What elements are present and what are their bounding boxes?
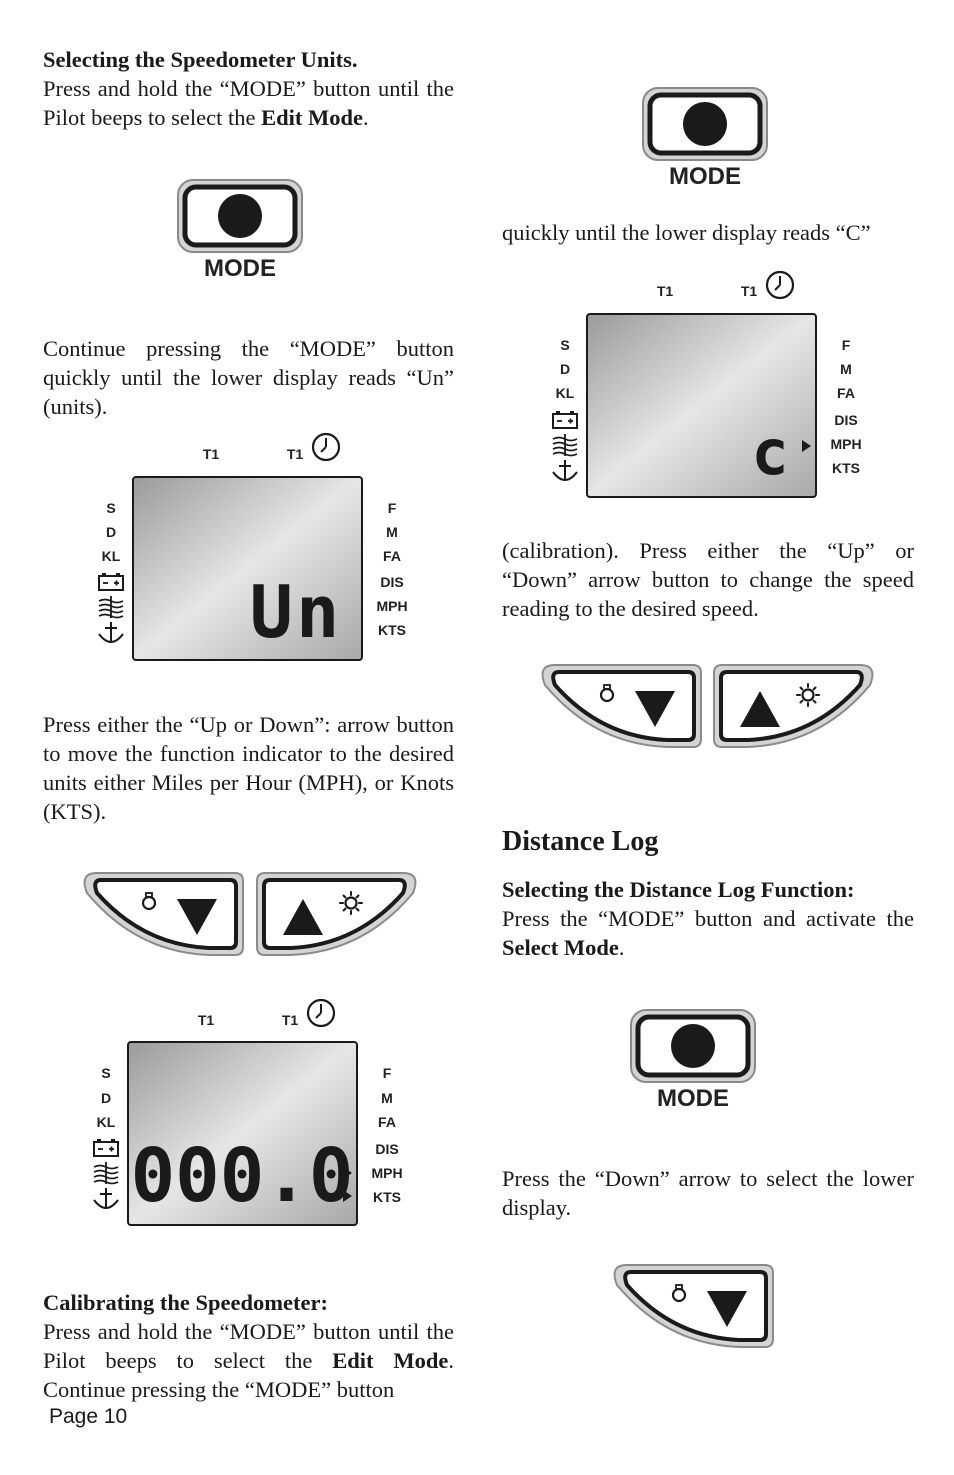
lcd-display-calibration bbox=[553, 272, 862, 497]
paragraph-calibration-hold: Press and hold the “MODE” button until the Pilot beeps to select the Edit Mode. Continue pressing the “MODE” button bbox=[43, 1319, 454, 1402]
lcd2-label-m: M bbox=[381, 1090, 393, 1106]
lcd1-label-d: D bbox=[105, 524, 117, 540]
mode-label-3: MODE bbox=[657, 1085, 729, 1112]
lcd1-readout: Un bbox=[249, 570, 343, 654]
paragraph-activate-select: Press the “MODE” button and activate the Select Mode. bbox=[502, 906, 914, 960]
lcd3-label-fa: FA bbox=[837, 385, 855, 401]
clock-icon bbox=[767, 272, 793, 298]
lcd-display-speed bbox=[94, 1000, 403, 1225]
lcd1-label-s: S bbox=[106, 500, 116, 516]
lcd1-t1-clock: T1 bbox=[286, 446, 304, 462]
lcd1-t1: T1 bbox=[202, 446, 220, 462]
lcd2-readout: 000.0 bbox=[130, 1133, 354, 1219]
battery-icon bbox=[99, 573, 123, 590]
lcd1-label-kl: KL bbox=[101, 548, 121, 564]
heading-calibrating: Calibrating the Speedometer: bbox=[43, 1290, 328, 1315]
lcd3-label-kl: KL bbox=[555, 385, 575, 401]
lcd3-readout: c bbox=[751, 416, 789, 489]
up-button-right[interactable] bbox=[714, 665, 872, 747]
lcd1-label-m: M bbox=[386, 524, 398, 540]
water-temp-icon bbox=[553, 434, 577, 456]
clock-icon bbox=[308, 1000, 334, 1026]
lcd-display-units bbox=[99, 434, 408, 660]
lcd2-t1-clock: T1 bbox=[281, 1012, 299, 1028]
lcd2-label-kl: KL bbox=[96, 1114, 116, 1130]
lcd1-label-f: F bbox=[387, 500, 397, 516]
lcd2-label-f: F bbox=[382, 1065, 392, 1081]
clock-icon bbox=[313, 434, 339, 460]
lcd2-t1: T1 bbox=[197, 1012, 215, 1028]
mode-button-top-left[interactable] bbox=[178, 180, 302, 252]
lcd3-label-mph: MPH bbox=[830, 436, 862, 452]
lcd3-label-s: S bbox=[560, 337, 570, 353]
mode-label-1: MODE bbox=[204, 255, 276, 282]
lcd1-label-fa: FA bbox=[383, 548, 401, 564]
mode-label-2: MODE bbox=[669, 163, 741, 190]
down-button-left[interactable] bbox=[85, 873, 243, 955]
lcd3-t1: T1 bbox=[656, 283, 674, 299]
lcd2-label-s: S bbox=[101, 1065, 111, 1081]
paragraph-continue-units: Continue pressing the “MODE” button quickly until the lower display reads “Un” (units). bbox=[43, 336, 454, 419]
battery-icon bbox=[553, 411, 577, 428]
lcd1-label-mph: MPH bbox=[376, 598, 408, 614]
section-title-distance-log: Distance Log bbox=[502, 826, 659, 857]
down-button-distance-log[interactable] bbox=[615, 1265, 773, 1347]
lcd3-label-m: M bbox=[840, 361, 852, 377]
heading-distance-log-function: Selecting the Distance Log Function: bbox=[502, 877, 855, 902]
paragraph-hold-mode: Press and hold the “MODE” button until the Pilot beeps to select the Edit Mode. bbox=[43, 76, 454, 130]
lcd3-label-kts: KTS bbox=[832, 460, 860, 476]
paragraph-press-down: Press the “Down” arrow to select the lower display. bbox=[502, 1166, 914, 1220]
paragraph-calibration-arrows: (calibration). Press either the “Up” or “Down” arrow button to change the speed reading to the desired speed. bbox=[502, 538, 914, 621]
keel-icon bbox=[99, 622, 123, 642]
mode-button-top-right[interactable] bbox=[643, 88, 767, 160]
lcd2-label-fa: FA bbox=[378, 1114, 396, 1130]
battery-icon bbox=[94, 1139, 118, 1156]
paragraph-select-units: Press either the “Up or Down”: arrow button to move the function indicator to the desired units either Miles per Hour (MPH), or Knots (KTS). bbox=[43, 712, 454, 824]
lcd1-label-kts: KTS bbox=[378, 622, 406, 638]
keel-icon bbox=[553, 460, 577, 480]
keel-icon bbox=[94, 1188, 118, 1208]
down-button-right[interactable] bbox=[543, 665, 701, 747]
lcd2-label-mph: MPH bbox=[371, 1165, 403, 1181]
lcd3-label-f: F bbox=[841, 337, 851, 353]
lcd3-label-dis: DIS bbox=[834, 412, 858, 428]
heading-speedometer-units: Selecting the Speedometer Units. bbox=[43, 47, 358, 72]
lcd2-label-kts: KTS bbox=[373, 1189, 401, 1205]
lcd2-label-dis: DIS bbox=[375, 1141, 399, 1157]
mode-button-distance-log[interactable] bbox=[631, 1010, 755, 1082]
water-temp-icon bbox=[99, 596, 123, 618]
paragraph-reads-c: quickly until the lower display reads “C” bbox=[502, 220, 871, 245]
lcd3-t1-clock: T1 bbox=[740, 283, 758, 299]
lcd3-label-d: D bbox=[559, 361, 571, 377]
lcd1-label-dis: DIS bbox=[380, 574, 404, 590]
up-button-left[interactable] bbox=[257, 873, 415, 955]
water-temp-icon bbox=[94, 1162, 118, 1184]
lcd2-label-d: D bbox=[100, 1090, 112, 1106]
page-number: Page 10 bbox=[49, 1405, 128, 1428]
